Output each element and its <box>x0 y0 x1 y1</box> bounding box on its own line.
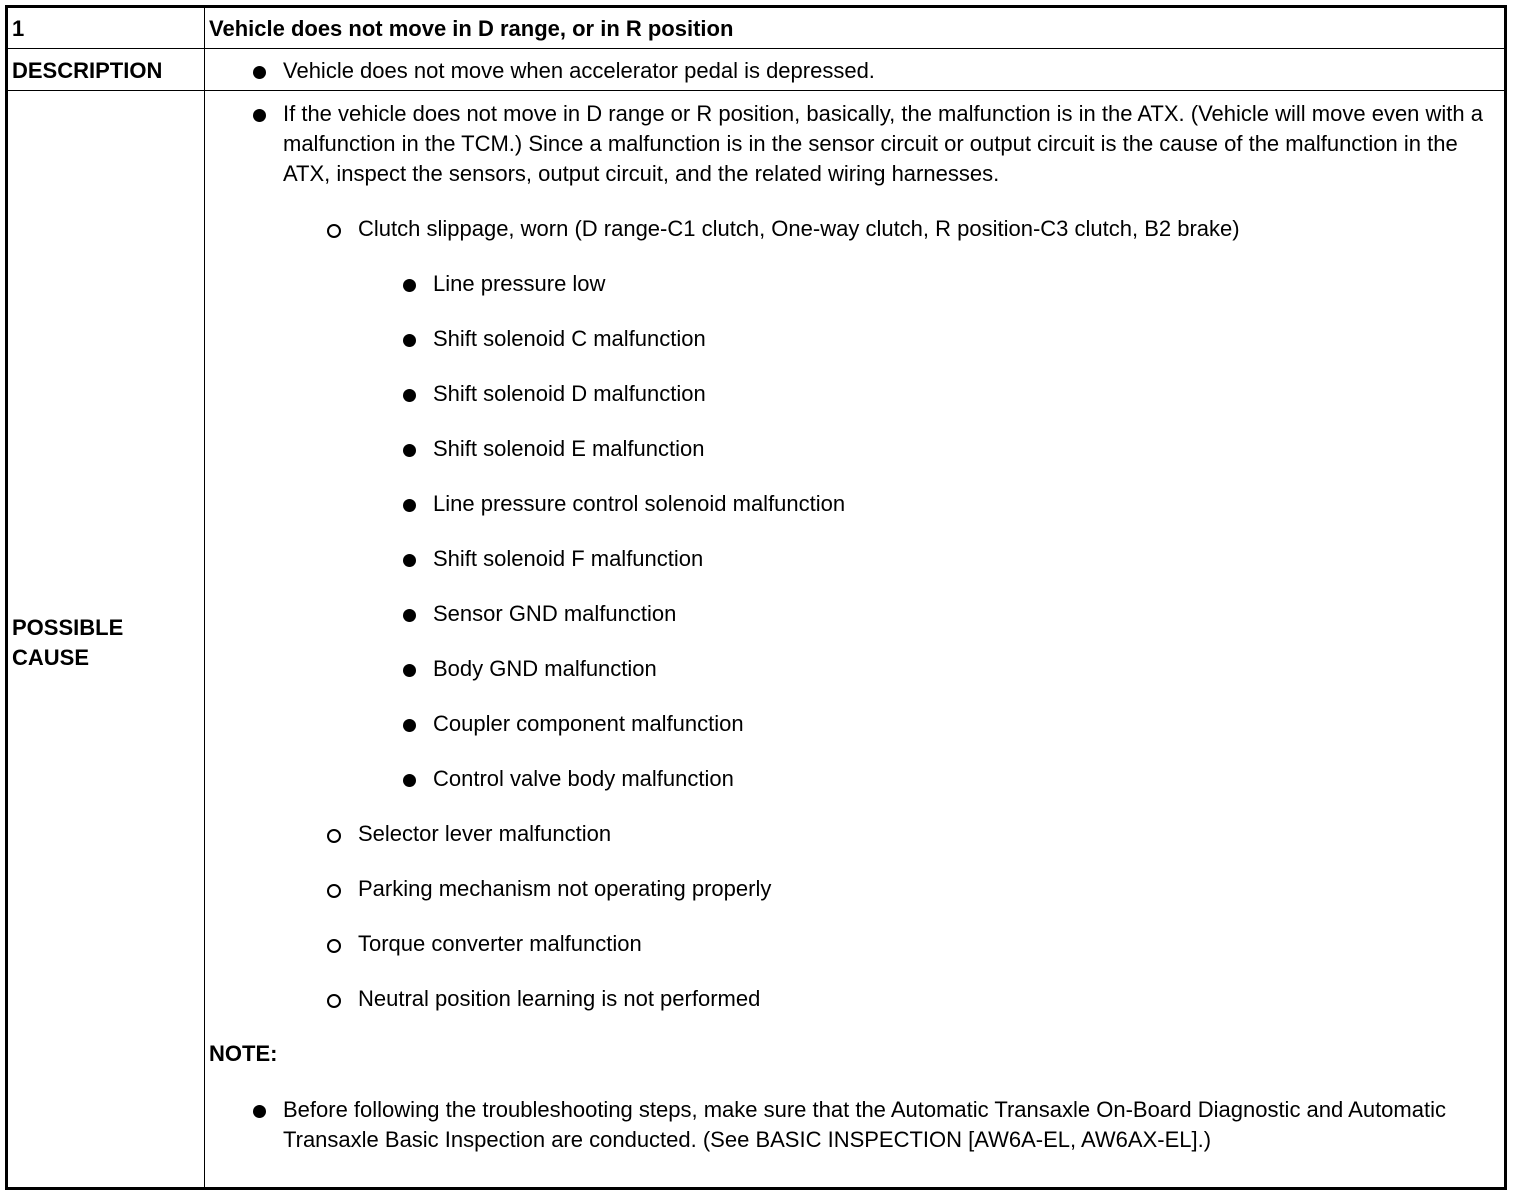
bullet-icon <box>403 334 416 347</box>
description-label-cell <box>8 49 205 90</box>
bullet-icon <box>403 279 416 292</box>
possible-cause-label-cell <box>8 91 205 1187</box>
cause-detail-item: Sensor GND malfunction <box>433 601 677 626</box>
bullet-icon <box>403 774 416 787</box>
sub-bullet-icon <box>327 829 341 843</box>
sub-bullet-icon <box>327 224 341 238</box>
bullet-icon <box>403 719 416 732</box>
possible-cause-label-line1: POSSIBLE <box>12 615 124 640</box>
cause-detail-item: Line pressure control solenoid malfunction <box>433 491 846 516</box>
bullet-icon <box>403 554 416 567</box>
cause-detail-item: Shift solenoid D malfunction <box>433 381 706 406</box>
cause-detail-item: Shift solenoid F malfunction <box>433 546 704 571</box>
possible-cause-row <box>8 91 1504 1187</box>
cause-item: Selector lever malfunction <box>358 821 612 846</box>
bullet-icon <box>253 109 266 122</box>
description-row <box>8 49 1504 91</box>
possible-cause-content-cell <box>205 91 1504 1187</box>
note-label: NOTE: <box>209 1041 278 1066</box>
cause-detail-item: Control valve body malfunction <box>433 766 734 791</box>
header-number-cell <box>8 8 205 48</box>
possible-cause-intro: If the vehicle does not move in D range or R position, basically, the malfunction is in the ATX. (Vehicle will move even with a malfunction in the TCM.) Since a malfunction is in the sensor circuit or output circuit is the cause of the malfunction in the ATX, inspect the sensors, output circuit, and the related wiring harnesses. <box>283 101 1483 186</box>
cause-detail-item: Shift solenoid E malfunction <box>433 436 705 461</box>
cause-clutch-slippage: Clutch slippage, worn (D range-C1 clutch, One-way clutch, R position-C3 clutch, B2 brake) <box>358 216 1240 241</box>
note-text: Before following the troubleshooting steps, make sure that the Automatic Transaxle On-Board Diagnostic and Automatic Transaxle Basic Inspection are conducted. (See BASIC INSPECTION [AW6A-EL, AW6AX-EL].) <box>283 1097 1446 1152</box>
bullet-icon <box>253 1105 266 1118</box>
bullet-icon <box>403 664 416 677</box>
bullet-icon <box>403 499 416 512</box>
cause-detail-item: Line pressure low <box>433 271 606 296</box>
header-title-cell <box>205 8 1504 48</box>
header-number: 1 <box>12 16 25 41</box>
description-item: Vehicle does not move when accelerator pedal is depressed. <box>283 58 875 83</box>
possible-cause-label-line2: CAUSE <box>12 645 90 670</box>
bullet-icon <box>403 444 416 457</box>
description-label: DESCRIPTION <box>12 58 163 83</box>
cause-detail-item: Body GND malfunction <box>433 656 657 681</box>
sub-bullet-icon <box>327 884 341 898</box>
header-row <box>8 8 1504 49</box>
bullet-icon <box>403 389 416 402</box>
sub-bullet-icon <box>327 939 341 953</box>
sub-bullet-icon <box>327 994 341 1008</box>
header-title: Vehicle does not move in D range, or in R position <box>209 16 734 41</box>
cause-detail-item: Coupler component malfunction <box>433 711 744 736</box>
bullet-icon <box>253 66 266 79</box>
troubleshooting-table <box>5 5 1507 1190</box>
description-content-cell <box>205 49 1504 90</box>
cause-item: Neutral position learning is not performed <box>358 986 761 1011</box>
cause-item: Torque converter malfunction <box>358 931 642 956</box>
cause-item: Parking mechanism not operating properly <box>358 876 772 901</box>
cause-detail-item: Shift solenoid C malfunction <box>433 326 706 351</box>
bullet-icon <box>403 609 416 622</box>
